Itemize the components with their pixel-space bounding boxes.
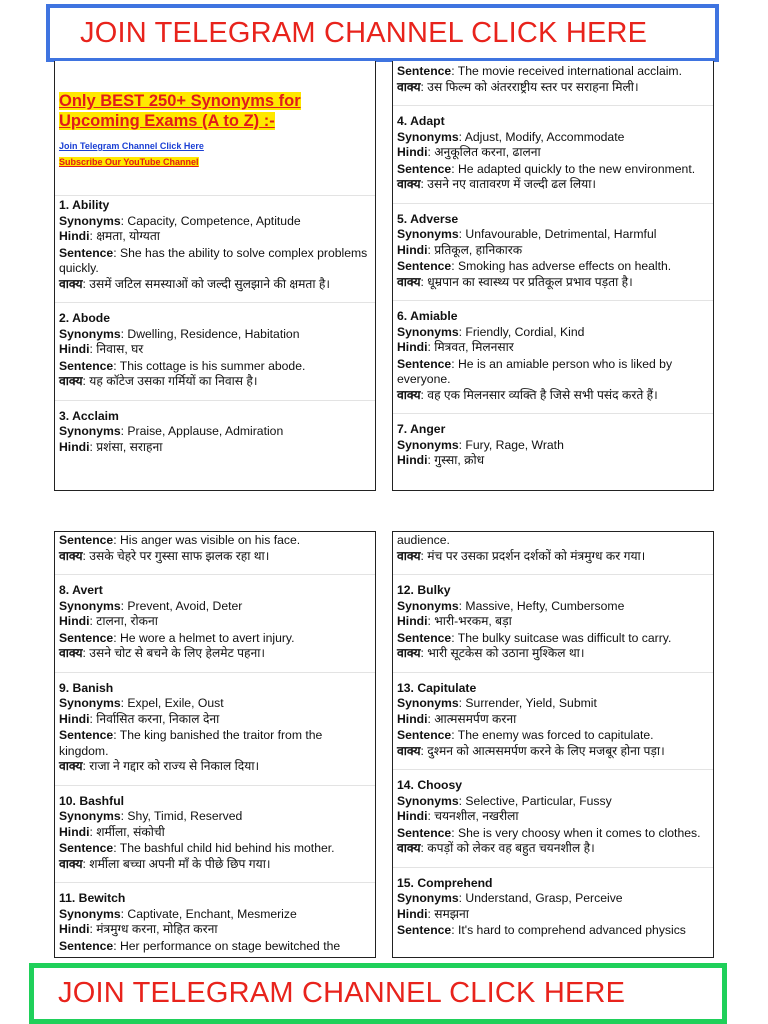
- synonyms-line: Synonyms: Dwelling, Residence, Habitation: [59, 326, 300, 341]
- hindi-line: Hindi: निवास, घर: [59, 342, 144, 356]
- vakya-line: वाक्य: उसने चोट से बचने के लिए हेलमेट पहना।: [59, 646, 266, 660]
- divider: [55, 672, 375, 673]
- entry-term: 10. Bashful: [59, 793, 125, 808]
- divider: [55, 302, 375, 303]
- bottom-telegram-banner[interactable]: [29, 963, 727, 1024]
- vakya-line: वाक्य: उस फिल्म को अंतरराष्ट्रीय स्तर पर सराहना मिली।: [397, 79, 639, 94]
- divider: [55, 574, 375, 575]
- entry-term: 6. Amiable: [397, 309, 458, 323]
- hindi-line: Hindi: निर्वासित करना, निकाल देना: [59, 711, 220, 726]
- entry-acclaim-continued: [397, 64, 711, 95]
- entry-abode: [59, 311, 373, 390]
- sentence-line: Sentence: His anger was visible on his face.: [59, 533, 301, 547]
- entry-anger: [397, 422, 711, 469]
- sentence-line: Sentence: The bashful child hid behind his mother.: [59, 841, 335, 855]
- entries-bottom-right: [397, 533, 711, 949]
- synonyms-line: Synonyms: Captivate, Enchant, Mesmerize: [59, 906, 297, 921]
- hindi-line: Hindi: टालना, रोकना: [59, 614, 158, 628]
- divider: [55, 400, 375, 401]
- vakya-line: वाक्य: वह एक मिलनसार व्यक्ति है जिसे सभी पसंद करते हैं।: [397, 387, 658, 402]
- entry-term: 1. Ability: [59, 198, 110, 212]
- vakya-line: वाक्य: उसके चेहरे पर गुस्सा साफ झलक रहा था।: [59, 548, 270, 563]
- entry-amiable: [397, 309, 711, 403]
- hindi-line: Hindi: गुस्सा, क्रोध: [397, 453, 485, 467]
- sentence-line: Sentence: It's hard to comprehend advanced physics: [397, 923, 686, 937]
- page-top-left: [54, 61, 376, 491]
- divider: [393, 867, 713, 868]
- page-title-line2: Upcoming Exams (A to Z) :-: [59, 112, 275, 130]
- divider: [393, 574, 713, 575]
- divider: [393, 300, 713, 301]
- sentence-line: Sentence: She has the ability to solve complex problems quickly.: [59, 245, 368, 275]
- synonyms-line: Synonyms: Selective, Particular, Fussy: [397, 793, 612, 808]
- document-header: [59, 91, 371, 170]
- hindi-line: Hindi: समझना: [397, 906, 469, 921]
- synonyms-line: Synonyms: Surrender, Yield, Submit: [397, 696, 597, 710]
- divider: [393, 413, 713, 414]
- synonyms-line: Synonyms: Praise, Applause, Admiration: [59, 424, 284, 438]
- top-telegram-banner[interactable]: [46, 4, 719, 62]
- sentence-line: Sentence: She is very choosy when it comes to clothes.: [397, 825, 701, 840]
- entry-term: 14. Choosy: [397, 778, 463, 792]
- entry-term: 2. Abode: [59, 311, 111, 325]
- page-bottom-right: [392, 531, 714, 958]
- entry-term: 13. Capitulate: [397, 680, 477, 695]
- entry-adapt: [397, 114, 711, 193]
- page-title-line1: Only BEST 250+ Synonyms for: [59, 92, 301, 110]
- divider: [393, 672, 713, 673]
- divider: [393, 203, 713, 204]
- entry-adverse: [397, 212, 711, 291]
- divider: [55, 882, 375, 883]
- entry-term: 9. Banish: [59, 680, 114, 695]
- vakya-line: वाक्य: भारी सूटकेस को उठाना मुश्किल था।: [397, 646, 585, 660]
- sentence-line: Sentence: The king banished the traitor from the kingdom.: [59, 728, 323, 758]
- vakya-line: वाक्य: उसमें जटिल समस्याओं को जल्दी सुलझाने की क्षमता है।: [59, 276, 330, 291]
- hindi-line: Hindi: मंत्रमुग्ध करना, मोहित करना: [59, 922, 218, 936]
- entry-avert: [59, 583, 373, 662]
- synonyms-line: Synonyms: Massive, Hefty, Cumbersome: [397, 598, 625, 613]
- top-banner-text[interactable]: JOIN TELEGRAM CHANNEL CLICK HERE: [80, 16, 648, 49]
- hindi-line: Hindi: भारी-भरकम, बड़ा: [397, 614, 512, 628]
- vakya-line: वाक्य: कपड़ों को लेकर वह बहुत चयनशील है।: [397, 841, 595, 855]
- entry-banish: [59, 681, 373, 775]
- vakya-line: वाक्य: शर्मीला बच्चा अपनी माँ के पीछे छिप गया।: [59, 856, 271, 871]
- sentence-line: Sentence: The enemy was forced to capitulate.: [397, 728, 654, 742]
- entry-term: 4. Adapt: [397, 114, 445, 128]
- sentence-line: Sentence: He adapted quickly to the new environment.: [397, 161, 696, 176]
- hindi-line: Hindi: चयनशील, नखरीला: [397, 809, 519, 823]
- entry-term: 7. Anger: [397, 422, 446, 436]
- divider: [393, 105, 713, 106]
- vakya-line: वाक्य: धूम्रपान का स्वास्थ्य पर प्रतिकूल प्रभाव पड़ता है।: [397, 274, 633, 289]
- page-bottom-left: [54, 531, 376, 958]
- sentence-line: Sentence: This cottage is his summer abode.: [59, 358, 306, 373]
- youtube-link[interactable]: Subscribe Our YouTube Channel: [59, 157, 199, 167]
- page-top-right: [392, 61, 714, 491]
- entry-bashful: [59, 794, 373, 873]
- synonyms-line: Synonyms: Capacity, Competence, Aptitude: [59, 213, 301, 228]
- entry-term: 8. Avert: [59, 583, 103, 597]
- synonyms-line: Synonyms: Unfavourable, Detrimental, Harmful: [397, 227, 657, 241]
- entry-term: 3. Acclaim: [59, 408, 119, 423]
- sentence-line: Sentence: The movie received international acclaim.: [397, 64, 682, 78]
- telegram-link[interactable]: Join Telegram Channel Click Here: [59, 141, 204, 151]
- entries-top-right: [397, 64, 711, 479]
- synonyms-line: Synonyms: Adjust, Modify, Accommodate: [397, 129, 625, 144]
- entries-top-left: [59, 189, 373, 465]
- divider: [55, 195, 375, 196]
- entry-choosy: [397, 778, 711, 857]
- hindi-line: Hindi: अनुकूलित करना, ढालना: [397, 145, 541, 159]
- entries-bottom-left: [59, 533, 373, 958]
- vakya-line: वाक्य: उसने नए वातावरण में जल्दी ढल लिया।: [397, 177, 597, 191]
- entry-bewitch: [59, 891, 373, 954]
- vakya-line: वाक्य: दुश्मन को आत्मसमर्पण करने के लिए मजबूर होना पड़ा।: [397, 743, 665, 758]
- sentence-line: Sentence: The bulky suitcase was difficult to carry.: [397, 630, 672, 645]
- entry-capitulate: [397, 681, 711, 760]
- hindi-line: Hindi: शर्मीला, संकोची: [59, 824, 165, 839]
- entry-term: 11. Bewitch: [59, 891, 126, 905]
- divider: [55, 785, 375, 786]
- synonyms-line: Synonyms: Expel, Exile, Oust: [59, 696, 224, 710]
- synonyms-line: Synonyms: Prevent, Avoid, Deter: [59, 598, 243, 613]
- entry-term: 5. Adverse: [397, 211, 459, 226]
- sentence-line: Sentence: He wore a helmet to avert injury.: [59, 630, 295, 645]
- synonyms-line: Synonyms: Understand, Grasp, Perceive: [397, 891, 623, 905]
- entry-term: 12. Bulky: [397, 583, 451, 597]
- entry-bewitch-continued: [397, 533, 711, 564]
- sentence-line: Sentence: Her performance on stage bewitched the: [59, 938, 341, 953]
- divider: [393, 769, 713, 770]
- sentence-continuation: audience.: [397, 533, 450, 547]
- vakya-line: वाक्य: राजा ने गद्दार को राज्य से निकाल दिया।: [59, 759, 260, 773]
- sentence-line: Sentence: Smoking has adverse effects on health.: [397, 259, 672, 273]
- hindi-line: Hindi: प्रतिकूल, हानिकारक: [397, 242, 523, 257]
- entry-bulky: [397, 583, 711, 662]
- synonyms-line: Synonyms: Friendly, Cordial, Kind: [397, 324, 585, 339]
- hindi-line: Hindi: मित्रवत, मिलनसार: [397, 340, 514, 354]
- bottom-banner-text[interactable]: JOIN TELEGRAM CHANNEL CLICK HERE: [58, 977, 626, 1009]
- synonyms-line: Synonyms: Fury, Rage, Wrath: [397, 437, 564, 452]
- entry-acclaim: [59, 409, 373, 456]
- entry-term: 15. Comprehend: [397, 875, 493, 890]
- hindi-line: Hindi: प्रशंसा, सराहना: [59, 439, 163, 454]
- vakya-line: वाक्य: यह कॉटेज उसका गर्मियों का निवास है।: [59, 374, 258, 388]
- hindi-line: Hindi: आत्मसमर्पण करना: [397, 711, 517, 726]
- hindi-line: Hindi: क्षमता, योग्यता: [59, 229, 160, 243]
- entry-anger-continued: [59, 533, 373, 564]
- vakya-line: वाक्य: मंच पर उसका प्रदर्शन दर्शकों को मंत्रमुग्ध कर गया।: [397, 548, 646, 563]
- entry-ability: [59, 198, 373, 292]
- entry-comprehend: [397, 876, 711, 939]
- sentence-line: Sentence: He is an amiable person who is liked by everyone.: [397, 356, 673, 386]
- synonyms-line: Synonyms: Shy, Timid, Reserved: [59, 809, 243, 823]
